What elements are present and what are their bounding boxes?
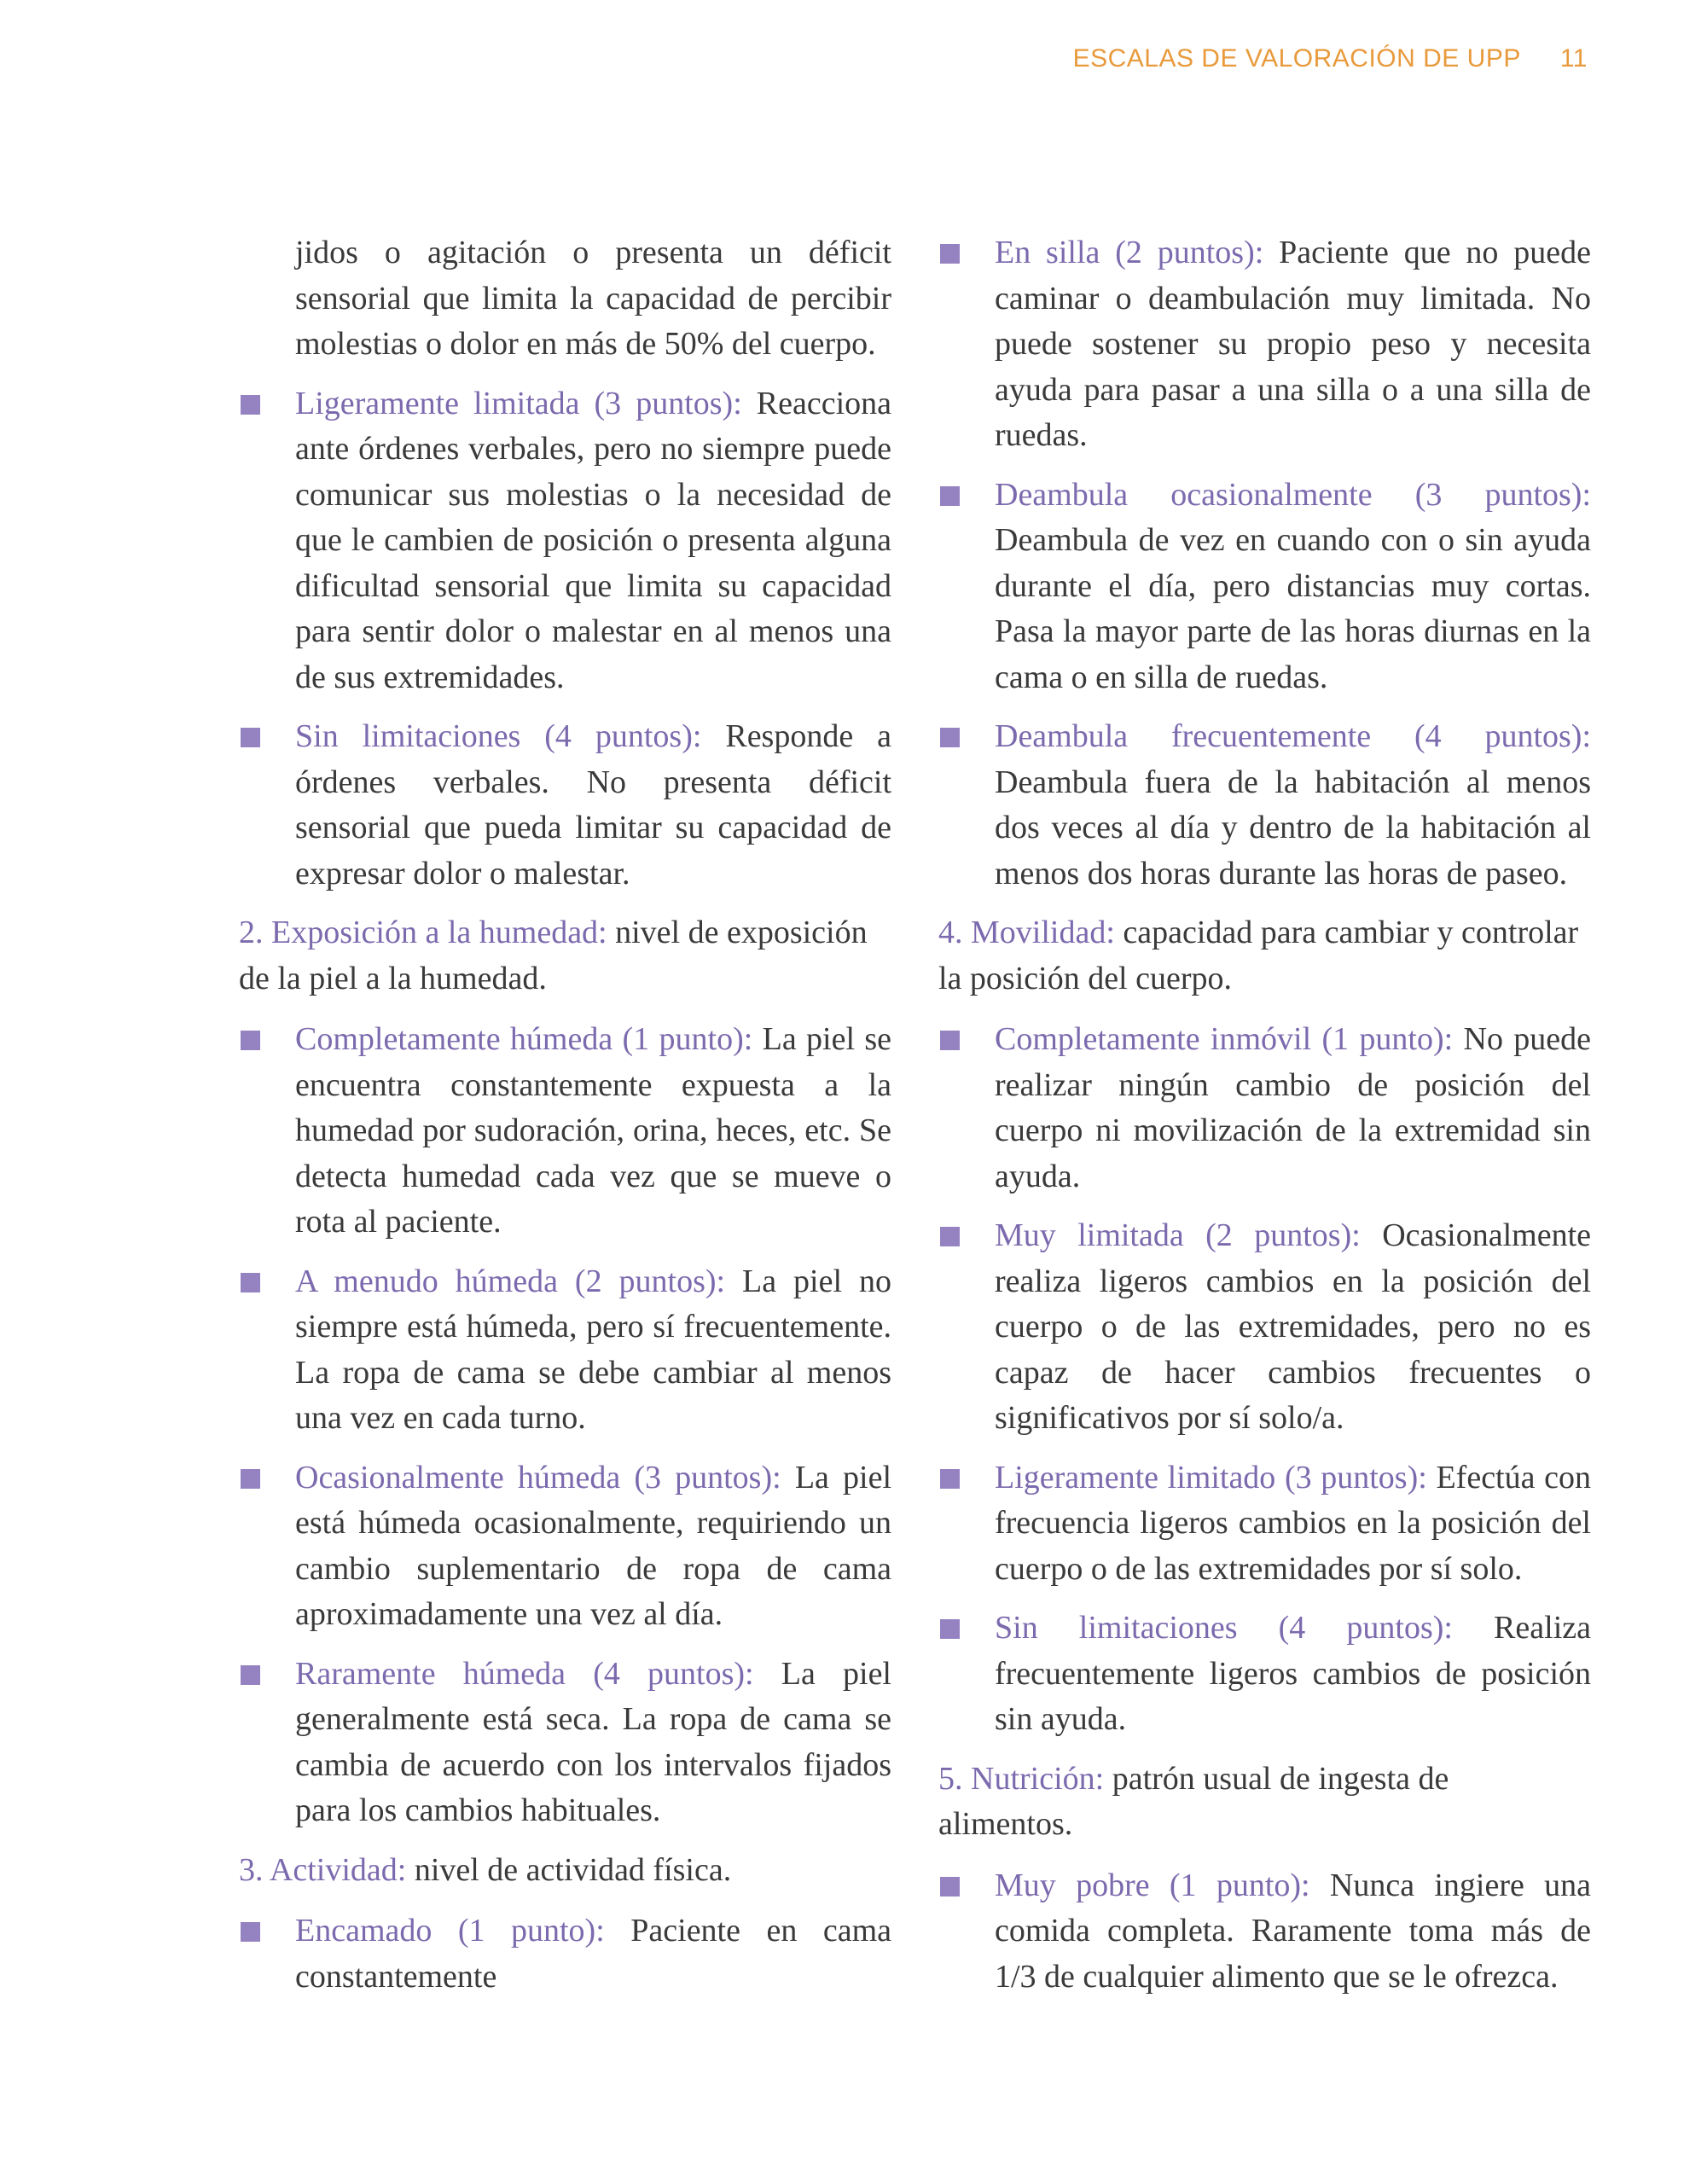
item-description: La piel se encuentra constantemente expuesta a la humedad por sudoración, orina, heces, etc. Se detecta humedad cada vez que se mueve o rota al paciente. xyxy=(295,1021,891,1240)
square-bullet-icon xyxy=(241,728,260,747)
list-item xyxy=(239,381,891,701)
list-item xyxy=(239,1652,891,1834)
list-item xyxy=(938,1455,1591,1593)
item-term: Encamado (1 punto): xyxy=(295,1913,605,1949)
running-header xyxy=(1073,44,1588,73)
square-bullet-icon xyxy=(940,1031,960,1050)
section-heading-nutricion xyxy=(938,1757,1591,1848)
item-description: Responde a órdenes verbales. No presenta déficit sensorial que pueda limitar su capacidad de expresar dolor o malestar. xyxy=(295,718,892,892)
list-item xyxy=(239,1455,891,1638)
item-description: Efectúa con frecuencia ligeros cambios en la posición del cuerpo o de las extremidades por sí solo. xyxy=(995,1459,1591,1587)
list-item xyxy=(239,1908,891,2000)
item-description: La piel no siempre está húmeda, pero sí frecuentemente. La ropa de cama se debe cambiar al menos una vez en cada turno. xyxy=(295,1263,891,1436)
item-term: Completamente húmeda (1 punto): xyxy=(295,1021,753,1057)
item-term: Ligeramente limitada (3 puntos): xyxy=(295,385,742,421)
section-heading-actividad xyxy=(239,1848,891,1894)
square-bullet-icon xyxy=(241,1031,260,1050)
square-bullet-icon xyxy=(940,1877,960,1896)
item-description: No puede realizar ningún cambio de posición del cuerpo ni movilización de la extremidad sin ayuda. xyxy=(995,1021,1591,1194)
running-title: ESCALAS DE VALORACIÓN DE UPP xyxy=(1072,44,1521,73)
item-description: Realiza frecuentemente ligeros cambios de posición sin ayuda. xyxy=(995,1610,1591,1737)
square-bullet-icon xyxy=(940,1227,960,1246)
item-description: Nunca ingiere una comida completa. Raramente toma más de 1/3 de cualquier alimento que se le ofrezca. xyxy=(995,1867,1591,1995)
square-bullet-icon xyxy=(241,1665,260,1685)
list-item xyxy=(938,1606,1591,1743)
continued-paragraph: jidos o agitación o presenta un déficit sensorial que limita la capacidad de percibir molestias o dolor en más de 50% del cuerpo. xyxy=(295,235,891,362)
item-description: Ocasionalmente realiza ligeros cambios en la posición del cuerpo o de las extremidades, pero no es capaz de hacer cambios frecuentes o significativos por sí solo/a. xyxy=(995,1217,1591,1436)
square-bullet-icon xyxy=(940,1619,960,1639)
item-term: Deambula ocasionalmente (3 puntos): xyxy=(995,476,1591,513)
right-column xyxy=(938,230,1591,2013)
square-bullet-icon xyxy=(241,1922,260,1942)
item-term: En silla (2 puntos): xyxy=(995,235,1264,270)
list-item xyxy=(239,1017,891,1246)
square-bullet-icon xyxy=(241,395,260,415)
list-item xyxy=(239,1259,891,1442)
section-description: nivel de exposición de la piel a la humedad. xyxy=(239,915,868,996)
item-description: Paciente que no puede caminar o deambulación muy limitada. No puede sostener su propio peso y necesita ayuda para pasar a una silla o a una silla de ruedas. xyxy=(995,235,1591,453)
item-term: Sin limitaciones (4 puntos): xyxy=(295,718,702,754)
list-item xyxy=(239,714,891,897)
square-bullet-icon xyxy=(940,728,960,747)
item-description: La piel está húmeda ocasionalmente, requiriendo un cambio suplementario de ropa de cama aproximadamente una vez al día. xyxy=(295,1459,892,1632)
item-term: Muy pobre (1 punto): xyxy=(995,1867,1310,1903)
item-description: Deambula fuera de la habitación al menos dos veces al día y dentro de la habitación al menos dos horas durante las horas de paseo. xyxy=(995,764,1591,892)
list-item xyxy=(938,230,1591,459)
page-number: 11 xyxy=(1559,44,1588,73)
section-description: nivel de actividad física. xyxy=(406,1851,732,1888)
list-item xyxy=(938,1863,1591,2001)
item-term: Muy limitada (2 puntos): xyxy=(995,1217,1361,1253)
section-title: 3. Actividad: xyxy=(239,1851,407,1888)
section-heading-humedad xyxy=(239,910,891,1002)
item-term: Completamente inmóvil (1 punto): xyxy=(995,1021,1454,1057)
item-description: La piel generalmente está seca. La ropa de cama se cambia de acuerdo con los intervalos fijados para los cambios habituales. xyxy=(295,1655,891,1828)
item-description: Reacciona ante órdenes verbales, pero no siempre puede comunicar sus molestias o la necesidad de que le cambien de posición o presenta alguna dificultad sensorial que limita su capacidad para sentir dolor o malestar en al menos una de sus extremidades. xyxy=(295,385,891,695)
square-bullet-icon xyxy=(940,244,960,264)
section-title: 2. Exposición a la humedad: xyxy=(239,915,607,950)
item-term: A menudo húmeda (2 puntos): xyxy=(295,1263,726,1299)
item-term: Ocasionalmente húmeda (3 puntos): xyxy=(295,1459,781,1496)
section-title: 4. Movilidad: xyxy=(938,915,1115,950)
square-bullet-icon xyxy=(940,486,960,506)
square-bullet-icon xyxy=(241,1469,260,1489)
list-item xyxy=(938,473,1591,701)
item-description: Paciente en cama constantemente xyxy=(295,1913,891,1995)
item-description: Deambula de vez en cuando con o sin ayuda durante el día, pero distancias muy cortas. Pasa la mayor parte de las horas diurnas en la cama o en silla de ruedas. xyxy=(995,522,1591,695)
item-term: Deambula frecuentemente (4 puntos): xyxy=(995,718,1591,754)
square-bullet-icon xyxy=(940,1469,960,1489)
list-item xyxy=(938,1213,1591,1442)
item-term: Sin limitaciones (4 puntos): xyxy=(995,1610,1453,1646)
section-heading-movilidad xyxy=(938,910,1591,1002)
left-column xyxy=(239,230,891,2013)
list-item xyxy=(938,1017,1591,1199)
section-description: patrón usual de ingesta de alimentos. xyxy=(938,1760,1449,1842)
list-item xyxy=(938,714,1591,897)
square-bullet-icon xyxy=(241,1273,260,1292)
section-description: capacidad para cambiar y controlar la posición del cuerpo. xyxy=(938,915,1579,996)
section-title: 5. Nutrición: xyxy=(938,1760,1105,1797)
item-term: Ligeramente limitado (3 puntos): xyxy=(995,1459,1427,1496)
item-term: Raramente húmeda (4 puntos): xyxy=(295,1655,754,1692)
